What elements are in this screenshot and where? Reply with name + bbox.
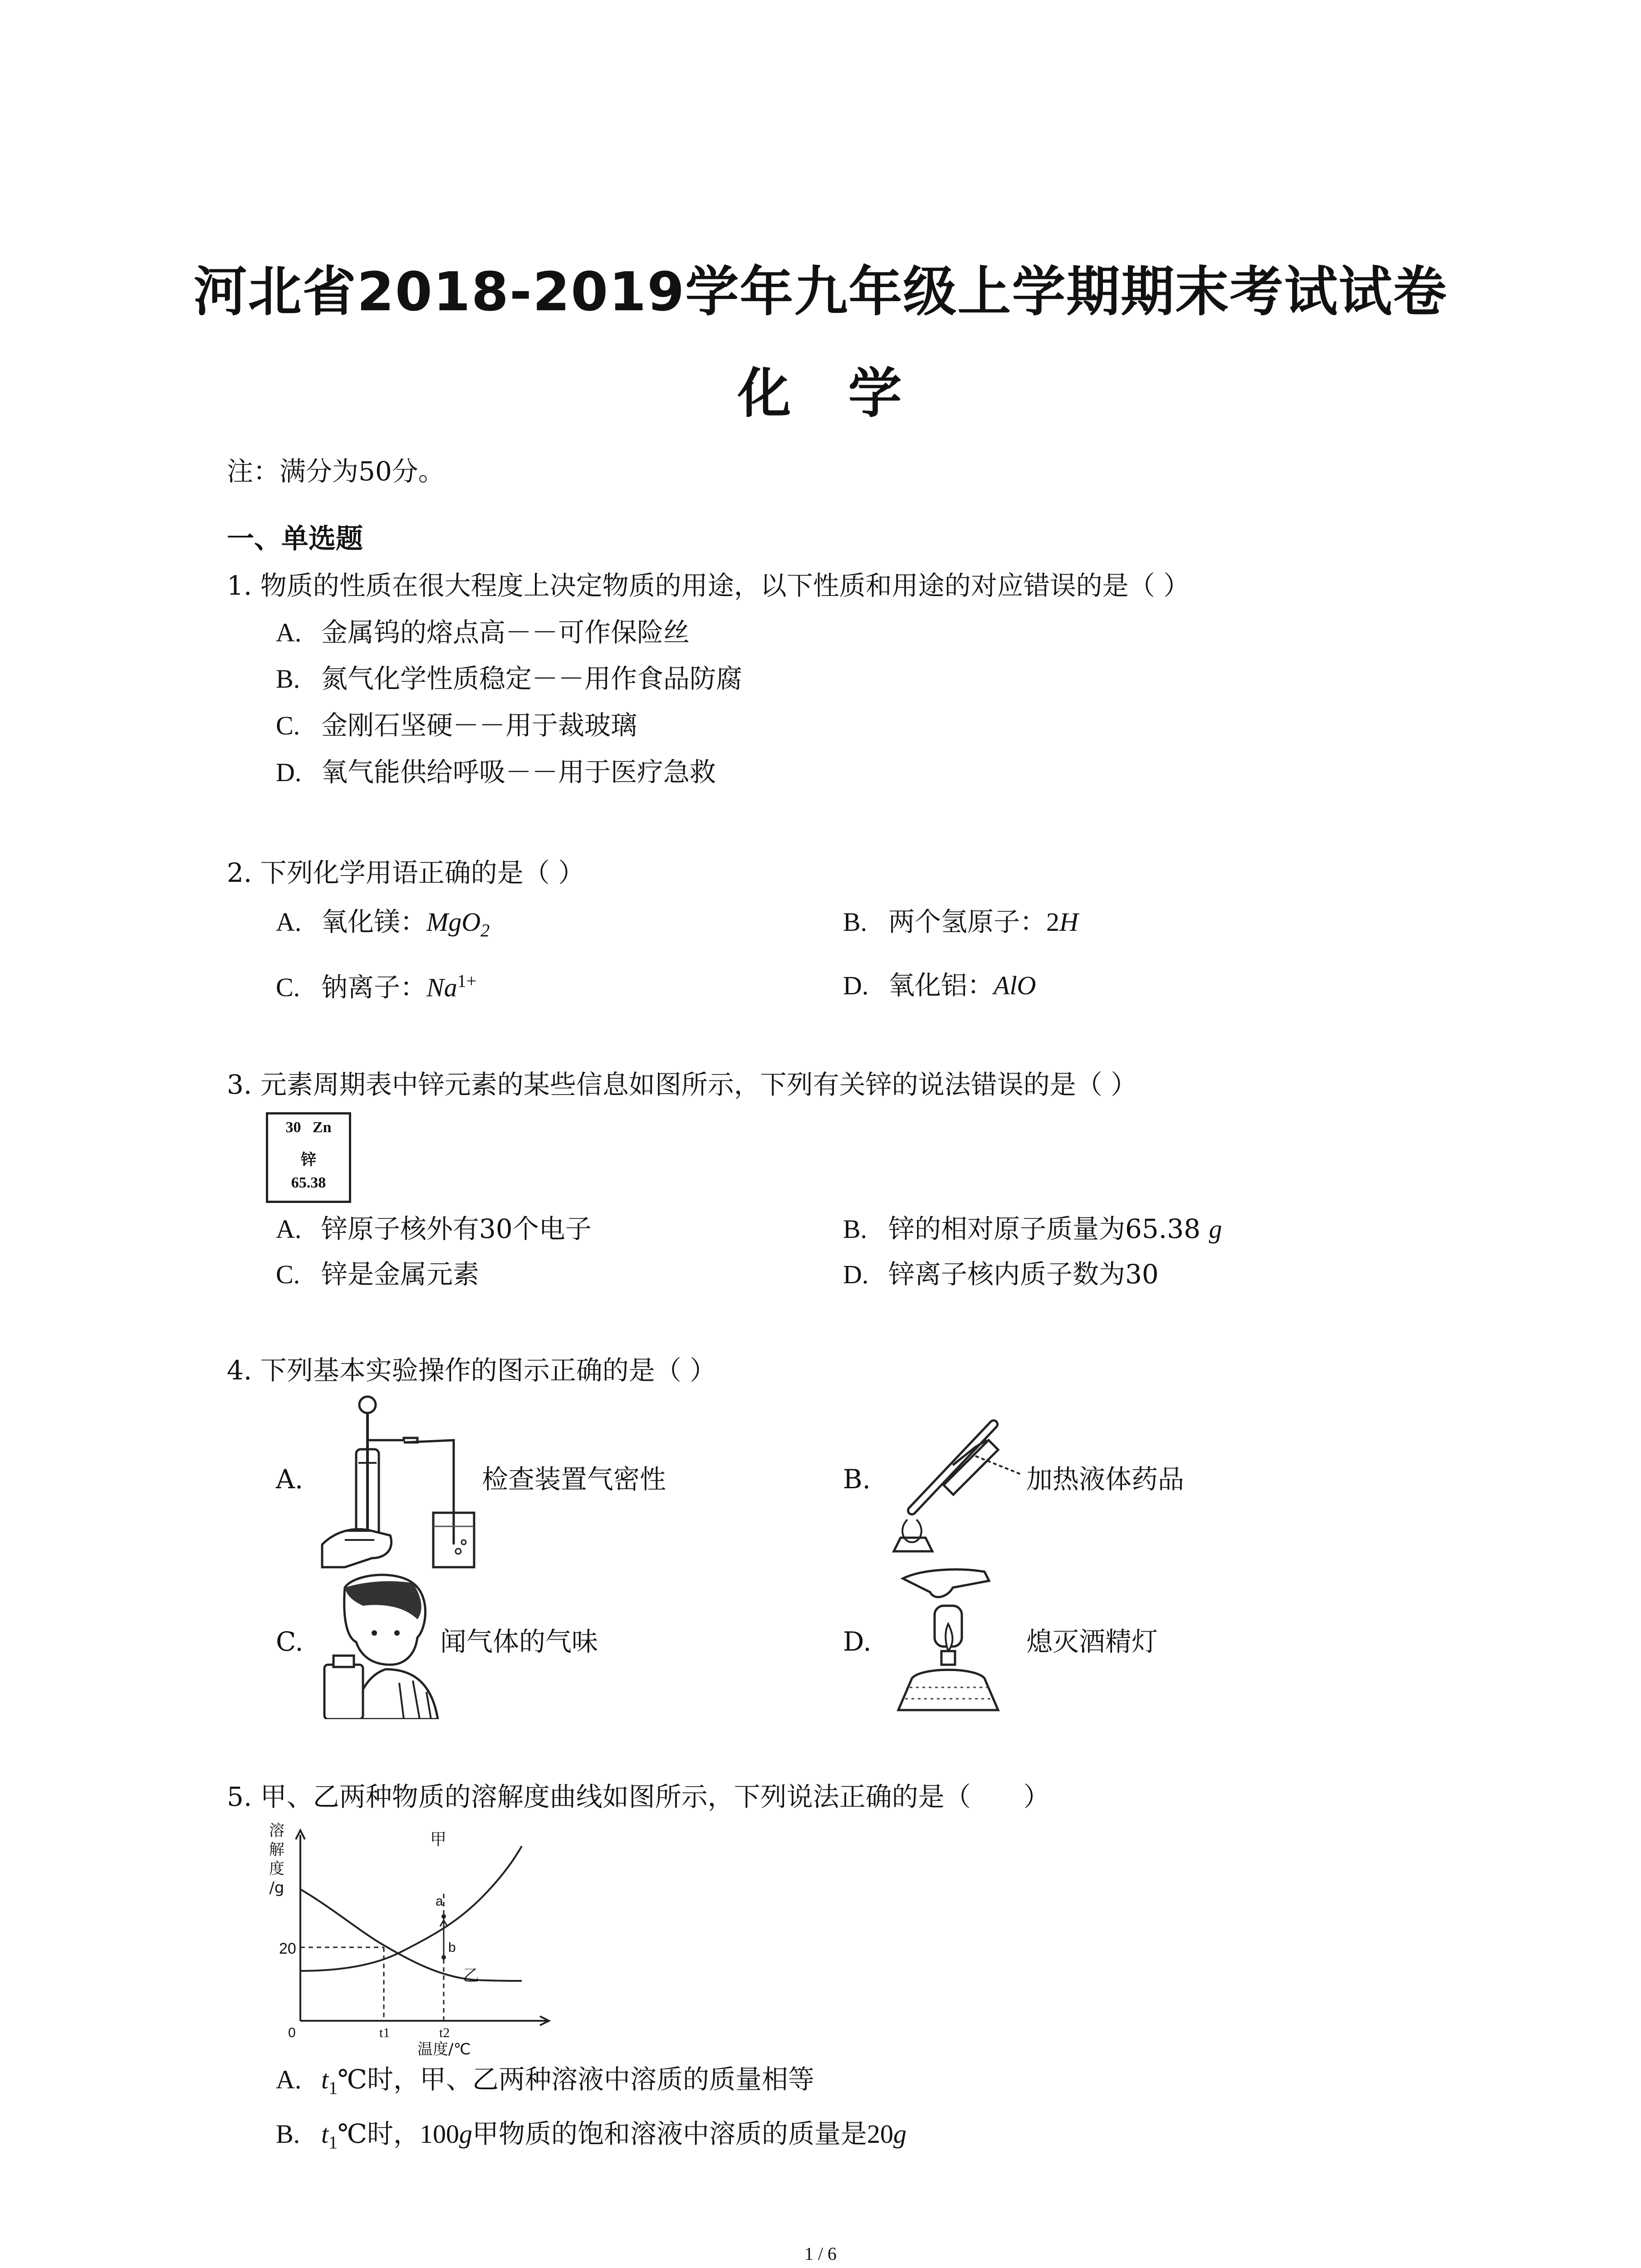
variable-t: t — [321, 2065, 329, 2094]
quantity: 20 — [867, 2119, 894, 2149]
option-letter: B. — [843, 907, 867, 937]
page-number: 1 / 6 — [804, 2244, 837, 2264]
atomic-number: 30 — [285, 1119, 301, 1136]
formula: MgO — [426, 907, 481, 937]
zinc-element-cell — [266, 1112, 351, 1203]
y-axis-label-char: /g — [269, 1879, 284, 1897]
variable-subscript: 1 — [328, 2132, 338, 2153]
option-letter: C. — [276, 973, 300, 1002]
q2-option-b — [843, 906, 1078, 937]
q4-option-c-letter: C. — [276, 1626, 304, 1657]
option-label: 两个氢原子： — [888, 906, 1047, 937]
y-axis-label-char: 溶 — [269, 1822, 284, 1840]
option-letter: C. — [276, 1260, 300, 1289]
solubility-curves — [268, 1821, 558, 2057]
subject-title: 化 学 — [737, 362, 904, 425]
option-letter: D. — [843, 971, 869, 1000]
option-text: ℃时，甲、乙两种溶液中溶质的质量相等 — [338, 2064, 815, 2095]
variable-subscript: 1 — [328, 2077, 338, 2098]
point-label-a: a — [436, 1894, 443, 1909]
q2-stem: 2. 下列化学用语正确的是（ ） — [227, 857, 585, 888]
q5-option-b — [276, 2118, 907, 2153]
option-text: 氧气能供给呼吸－－用于医疗急救 — [321, 757, 716, 787]
exam-title: 河北省2018-2019学年九年级上学期期末考试试卷 — [193, 260, 1448, 323]
unit: g — [1209, 1214, 1222, 1244]
formula: Na — [426, 973, 457, 1002]
option-letter: B. — [843, 1214, 867, 1244]
series-label-yi: 乙 — [463, 1966, 480, 1985]
q4-option-d-letter: D. — [843, 1626, 872, 1657]
option-text: 金属钨的熔点高－－可作保险丝 — [321, 617, 690, 648]
q2-option-d — [843, 972, 1036, 999]
atomic-mass: 65.38 — [291, 1174, 326, 1191]
option-label: 氧化镁： — [321, 906, 427, 937]
solubility-graph — [268, 1821, 558, 2057]
airtightness-check-illustration — [318, 1395, 481, 1576]
q1-option-c — [276, 712, 637, 739]
quantity: 100 — [420, 2119, 460, 2149]
unit: g — [893, 2119, 907, 2149]
formula: AlO — [994, 971, 1036, 1000]
variable-t: t — [321, 2119, 329, 2149]
formula-subscript: 2 — [480, 920, 490, 941]
q5-stem: 5. 甲、乙两种物质的溶解度曲线如图所示，下列说法正确的是（ ） — [227, 1781, 1050, 1812]
q3-option-b — [843, 1213, 1222, 1244]
y-axis-label-char: 解 — [269, 1841, 284, 1859]
option-label: 氧化铝： — [888, 970, 994, 1001]
y-axis-label-char: 度 — [269, 1860, 284, 1878]
x-tick-t1: t1 — [379, 2025, 390, 2040]
point-label-b: b — [448, 1940, 456, 1955]
option-letter: A. — [276, 618, 302, 647]
q5-option-a — [276, 2066, 814, 2097]
q4-option-b-text: 加热液体药品 — [1026, 1464, 1185, 1495]
q4-option-c-text: 闻气体的气味 — [440, 1626, 598, 1657]
option-letter: B. — [276, 664, 300, 694]
option-letter: C. — [276, 711, 300, 740]
q4-option-d-text: 熄灭酒精灯 — [1026, 1626, 1158, 1657]
charge-superscript: 1+ — [457, 971, 477, 991]
section-heading: 一、单选题 — [227, 523, 363, 555]
option-text: 锌原子核外有30个电子 — [321, 1213, 592, 1244]
extinguishing-lamp-illustration — [885, 1560, 1021, 1719]
element-name: 锌 — [301, 1151, 316, 1169]
element-symbol: Zn — [312, 1119, 332, 1136]
q3-stem: 3. 元素周期表中锌元素的某些信息如图所示，下列有关锌的说法错误的是（ ） — [227, 1069, 1137, 1100]
element-header — [268, 1119, 349, 1136]
option-text: 金刚石坚硬－－用于裁玻璃 — [321, 710, 637, 741]
q2-option-c — [276, 972, 476, 1001]
option-text: 锌是金属元素 — [321, 1259, 480, 1290]
x-axis-label: 温度/℃ — [417, 2040, 471, 2058]
option-text: 锌的相对原子质量为65.38 — [888, 1213, 1201, 1244]
option-text: 锌离子核内质子数为30 — [888, 1259, 1159, 1290]
formula: H — [1059, 907, 1078, 937]
option-letter: B. — [276, 2119, 300, 2149]
smelling-gas-illustration — [318, 1569, 440, 1719]
y-axis-label — [268, 1821, 286, 1897]
q3-option-c — [276, 1261, 479, 1288]
y-tick-20: 20 — [279, 1940, 296, 1957]
origin-label: 0 — [288, 2025, 296, 2040]
x-tick-t2: t2 — [439, 2025, 450, 2040]
q4-option-a-text: 检查装置气密性 — [482, 1464, 666, 1495]
option-text: ℃时， — [338, 2118, 420, 2149]
q3-option-d — [843, 1261, 1159, 1288]
series-label-jia: 甲 — [430, 1830, 447, 1849]
option-label: 钠离子： — [321, 972, 427, 1003]
option-letter: D. — [276, 758, 302, 787]
score-note: 注：满分为50分。 — [227, 456, 445, 487]
q4-stem: 4. 下列基本实验操作的图示正确的是（ ） — [227, 1355, 716, 1386]
coefficient: 2 — [1046, 907, 1060, 937]
q4-option-a-letter: A. — [276, 1464, 304, 1495]
option-letter: A. — [276, 1214, 302, 1244]
q1-stem: 1. 物质的性质在很大程度上决定物质的用途，以下性质和用途的对应错误的是（ ） — [227, 570, 1190, 601]
option-text: 甲物质的饱和溶液中溶质的质量是 — [472, 2118, 867, 2149]
q3-option-a — [276, 1213, 592, 1244]
q2-option-a — [276, 906, 490, 941]
option-text: 氮气化学性质稳定－－用作食品防腐 — [321, 663, 743, 694]
q1-option-a — [276, 619, 690, 646]
option-letter: A. — [276, 2065, 302, 2094]
unit: g — [459, 2119, 473, 2149]
q1-option-b — [276, 665, 742, 692]
q4-option-b-letter: B. — [843, 1464, 871, 1495]
q1-option-d — [276, 759, 716, 786]
option-letter: D. — [843, 1260, 869, 1289]
heating-liquid-illustration — [885, 1406, 1030, 1556]
option-letter: A. — [276, 907, 302, 937]
